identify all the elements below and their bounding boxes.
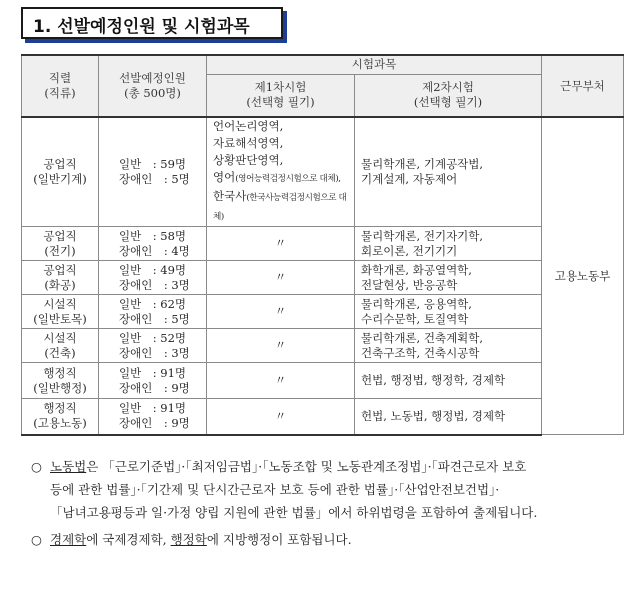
position-cell: 시설직 (일반토목) [22,295,99,329]
note-economics: ○ 경제학에 국제경제학, 행정학에 지방행정이 포함됩니다. [31,528,621,551]
second-exam-subjects: 물리학개론, 응용역학, 수리수문학, 토질역학 [355,295,542,329]
quota-cell: 일반 : 91명 장애인 : 9명 [99,399,207,435]
ditto-mark: 〃 [207,261,355,295]
note-labor-law: ○ 노동법은 「근로기준법」·「최저임금법」·「노동조합 및 노동관계조정법」·「파견근로자 보호 등에 관한 법률」·「기간제 및 단시간근로자 보호 등에 관한 법률」·「산업안전보건법」· 「남녀고용평등과 일·가정 양립 지원에 관한 법률」에서 하위법령을 포함하여 출제됩니다. [31,455,621,524]
bullet-icon: ○ [31,532,42,547]
position-cell: 행정직 (고용노동) [22,399,99,435]
header-first-exam: 제1차시험 (선택형 필기) [207,74,355,117]
ditto-mark: 〃 [207,295,355,329]
second-exam-subjects: 물리학개론, 전기자기학, 회로이론, 전기기기 [355,227,542,261]
section-title: 1. 선발예정인원 및 시험과목 [33,17,250,37]
ditto-mark: 〃 [207,399,355,435]
ditto-mark: 〃 [207,227,355,261]
section-title-box [21,7,283,39]
labor-law-term: 노동법 [50,459,87,474]
first-exam-subjects: 언어논리영역, 자료해석영역, 상황판단영역, 영어(영어능력검정시험으로 대체), 한국사(한국사능력검정시험으로 대체) [207,117,355,227]
table-row [22,227,624,261]
second-exam-subjects: 헌법, 행정법, 행정학, 경제학 [355,363,542,399]
position-cell: 공업직 (화공) [22,261,99,295]
table-row [22,261,624,295]
quota-cell: 일반 : 91명 장애인 : 9명 [99,363,207,399]
ditto-mark: 〃 [207,329,355,363]
header-quota: 선발예정인원 (총 500명) [99,55,207,117]
table-row [22,399,624,435]
bullet-icon: ○ [31,459,42,474]
header-second-exam: 제2차시험 (선택형 필기) [355,74,542,117]
second-exam-subjects: 화학개론, 화공열역학, 전달현상, 반응공학 [355,261,542,295]
quota-cell: 일반 : 52명 장애인 : 3명 [99,329,207,363]
second-exam-subjects: 물리학개론, 기계공작법, 기계설계, 자동제어 [355,117,542,227]
public-admin-term: 행정학 [170,532,207,547]
exam-table [21,54,624,436]
quota-cell: 일반 : 49명 장애인 : 3명 [99,261,207,295]
ditto-mark: 〃 [207,363,355,399]
header-department: 근무부처 [542,55,624,117]
position-cell: 공업직 (전기) [22,227,99,261]
second-exam-subjects: 물리학개론, 건축계획학, 건축구조학, 건축시공학 [355,329,542,363]
table-row [22,295,624,329]
header-exam-subjects: 시험과목 [207,55,542,74]
quota-cell: 일반 : 59명 장애인 : 5명 [99,117,207,227]
notes-section [31,455,621,551]
table-row [22,329,624,363]
position-cell: 공업직 (일반기계) [22,117,99,227]
economics-term: 경제학 [50,532,87,547]
table-row [22,117,624,227]
quota-cell: 일반 : 62명 장애인 : 5명 [99,295,207,329]
position-cell: 행정직 (일반행정) [22,363,99,399]
department-cell: 고용노동부 [542,117,624,435]
quota-cell: 일반 : 58명 장애인 : 4명 [99,227,207,261]
header-position: 직렬 (직류) [22,55,99,117]
second-exam-subjects: 헌법, 노동법, 행정법, 경제학 [355,399,542,435]
table-row [22,363,624,399]
position-cell: 시설직 (건축) [22,329,99,363]
